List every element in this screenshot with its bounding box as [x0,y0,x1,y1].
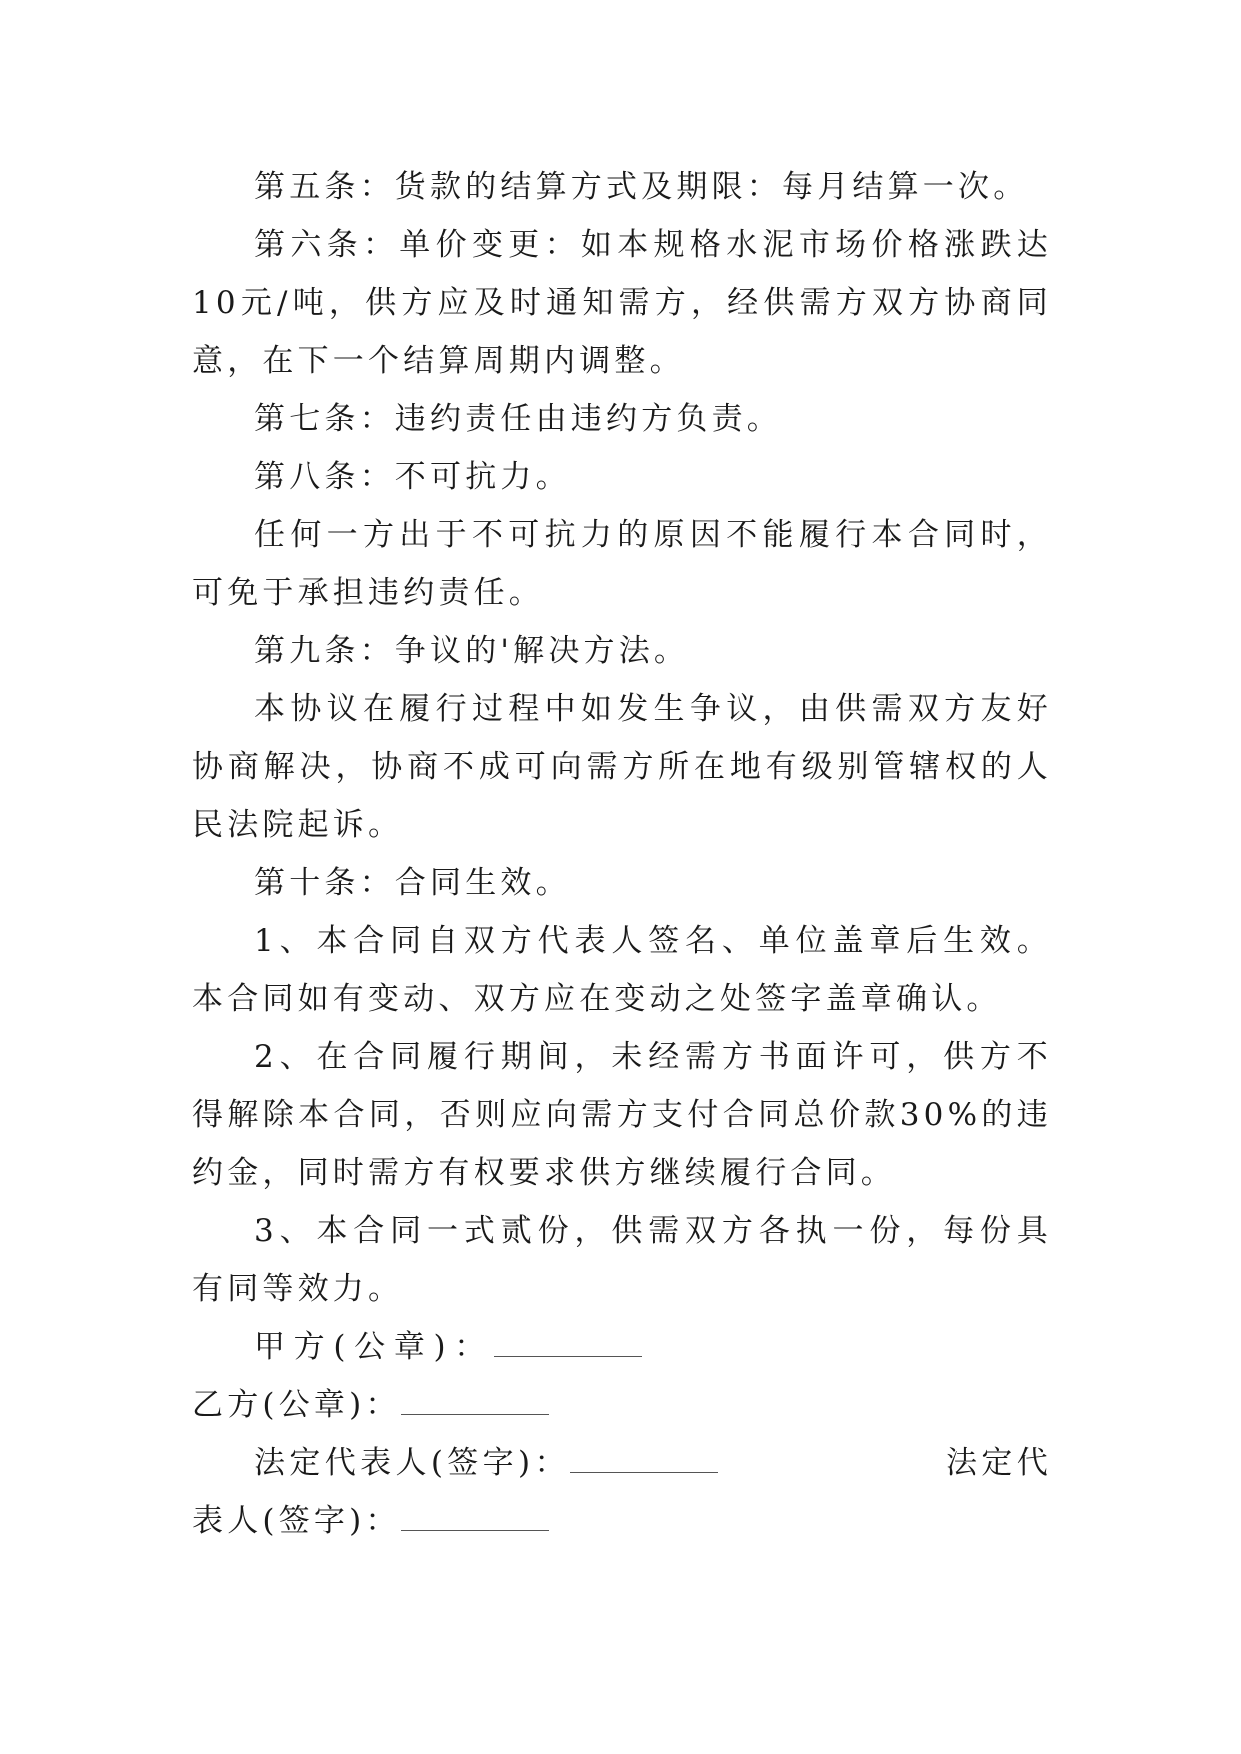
party-a-seal-label: 甲方(公章)： [254,1329,494,1365]
clause-10: 第十条：合同生效。 [254,865,571,901]
clause-10-item-3: 3、本合同一式贰份，供需双方各执一份，每份具有同等效力。 [192,1213,1052,1307]
clause-8-body: 任何一方出于不可抗力的原因不能履行本合同时，可免于承担违约责任。 [192,517,1052,611]
party-b-rep-blank [401,1504,549,1531]
party-b-seal-blank [401,1388,549,1415]
party-a-rep-blank [570,1446,718,1473]
party-b-seal-label: 乙方(公章)： [192,1387,401,1423]
clause-9-body: 本协议在履行过程中如发生争议，由供需双方友好协商解决，协商不成可向需方所在地有级别管辖权的人民法院起诉。 [192,691,1052,843]
clause-10-item-1: 1、本合同自双方代表人签名、单位盖章后生效。本合同如有变动、双方应在变动之处签字盖章确认。 [192,923,1052,1017]
party-b-rep-label: 法定代表人(签字)： [192,1445,1052,1539]
clause-7: 第七条：违约责任由违约方负责。 [254,401,782,437]
clause-6: 第六条：单价变更：如本规格水泥市场价格涨跌达10元/吨，供方应及时通知需方，经供需方双方协商同意，在下一个结算周期内调整。 [192,227,1052,379]
clause-5: 第五条：货款的结算方式及期限：每月结算一次。 [254,169,1029,205]
representative-signature-row [192,1434,1052,1550]
contract-body [192,158,1052,1550]
seal-signature-row [192,1318,1052,1434]
clause-9: 第九条：争议的'解决方法。 [254,633,690,669]
party-a-rep-label: 法定代表人(签字)： [254,1445,570,1481]
clause-8: 第八条：不可抗力。 [254,459,571,495]
party-a-seal-blank [494,1330,642,1357]
clause-10-item-2: 2、在合同履行期间，未经需方书面许可，供方不得解除本合同，否则应向需方支付合同总价款30%的违约金，同时需方有权要求供方继续履行合同。 [192,1039,1052,1191]
